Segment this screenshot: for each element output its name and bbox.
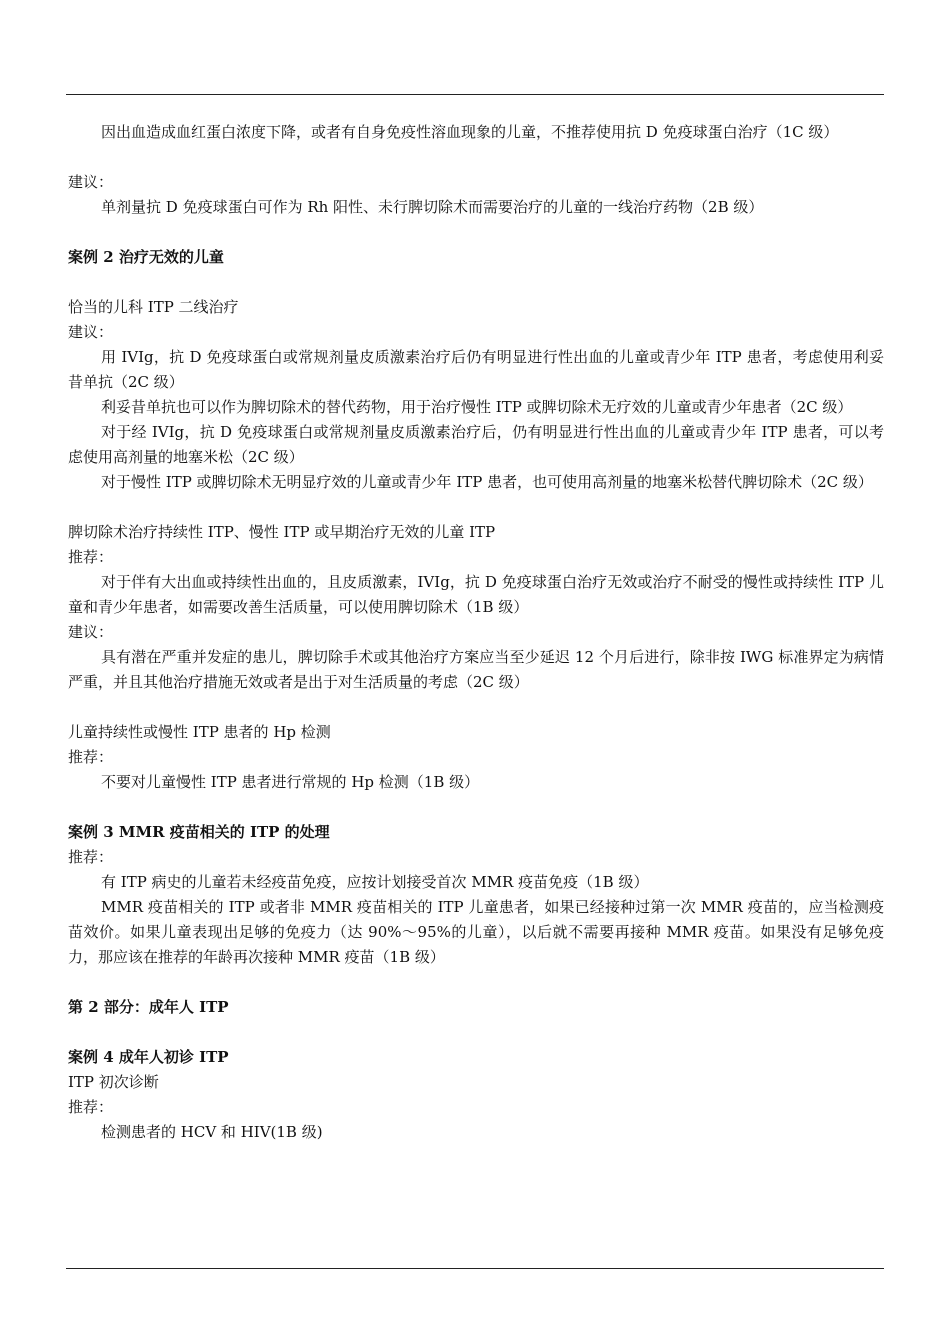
subsection-title: ITP 初次诊断 xyxy=(68,1073,159,1091)
paragraph-label: 推荐： xyxy=(68,748,114,766)
paragraph: 对于经 IVIg，抗 D 免疫球蛋白或常规剂量皮质激素治疗后，仍有明显进行性出血的儿童或青少年 ITP 患者，可以考虑使用高剂量的地塞米松（2C 级） xyxy=(68,423,884,466)
paragraph-label: 建议： xyxy=(68,323,114,341)
paragraph: 不要对儿童慢性 ITP 患者进行常规的 Hp 检测（1B 级） xyxy=(101,773,480,791)
paragraph-label: 推荐： xyxy=(68,1098,114,1116)
paragraph: 单剂量抗 D 免疫球蛋白可作为 Rh 阳性、未行脾切除术而需要治疗的儿童的一线治疗药物（2B 级） xyxy=(101,198,764,216)
paragraph: 有 ITP 病史的儿童若未经疫苗免疫，应按计划接受首次 MMR 疫苗免疫（1B 级） xyxy=(101,873,649,891)
paragraph: 具有潜在严重并发症的患儿，脾切除手术或其他治疗方案应当至少延迟 12 个月后进行，除非按 IWG 标准界定为病情严重，并且其他治疗措施无效或者是出于对生活质量的考虑（2C 级） xyxy=(68,648,884,691)
paragraph: 检测患者的 HCV 和 HIV(1B 级) xyxy=(101,1123,323,1141)
footer-rule xyxy=(66,1268,884,1269)
section-heading: 案例 2 治疗无效的儿童 xyxy=(68,248,224,266)
paragraph-label: 建议： xyxy=(68,173,114,191)
paragraph-label: 推荐： xyxy=(68,548,114,566)
subsection-title: 脾切除术治疗持续性 ITP、慢性 ITP 或早期治疗无效的儿童 ITP xyxy=(68,523,496,541)
paragraph: 用 IVIg，抗 D 免疫球蛋白或常规剂量皮质激素治疗后仍有明显进行性出血的儿童或青少年 ITP 患者，考虑使用利妥昔单抗（2C 级） xyxy=(68,348,884,391)
paragraph: 利妥昔单抗也可以作为脾切除术的替代药物，用于治疗慢性 ITP 或脾切除术无疗效的儿童或青少年患者（2C 级） xyxy=(101,398,853,416)
part-heading: 第 2 部分：成年人 ITP xyxy=(68,998,229,1016)
paragraph: MMR 疫苗相关的 ITP 或者非 MMR 疫苗相关的 ITP 儿童患者，如果已经接种过第一次 MMR 疫苗的，应当检测疫苗效价。如果儿童表现出足够的免疫力（达 90%～95%的儿童），以后就不需要再接种 MMR 疫苗。如果没有足够免疫力，那应该在推荐的年龄再次接种 MMR 疫苗（1B 级） xyxy=(68,898,884,966)
header-rule xyxy=(66,94,884,95)
paragraph: 因出血造成血红蛋白浓度下降，或者有自身免疫性溶血现象的儿童，不推荐使用抗 D 免疫球蛋白治疗（1C 级） xyxy=(101,123,839,141)
document-body xyxy=(68,120,884,1145)
paragraph: 对于伴有大出血或持续性出血的，且皮质激素，IVIg，抗 D 免疫球蛋白治疗无效或治疗不耐受的慢性或持续性 ITP 儿童和青少年患者，如需要改善生活质量，可以使用脾切除术（1B 级） xyxy=(68,573,884,616)
paragraph: 对于慢性 ITP 或脾切除术无明显疗效的儿童或青少年 ITP 患者，也可使用高剂量的地塞米松替代脾切除术（2C 级） xyxy=(101,473,873,491)
section-heading: 案例 4 成年人初诊 ITP xyxy=(68,1048,229,1066)
paragraph-label: 推荐： xyxy=(68,848,114,866)
subsection-title: 恰当的儿科 ITP 二线治疗 xyxy=(68,298,239,316)
paragraph-label: 建议： xyxy=(68,623,114,641)
subsection-title: 儿童持续性或慢性 ITP 患者的 Hp 检测 xyxy=(68,723,331,741)
section-heading: 案例 3 MMR 疫苗相关的 ITP 的处理 xyxy=(68,823,330,841)
